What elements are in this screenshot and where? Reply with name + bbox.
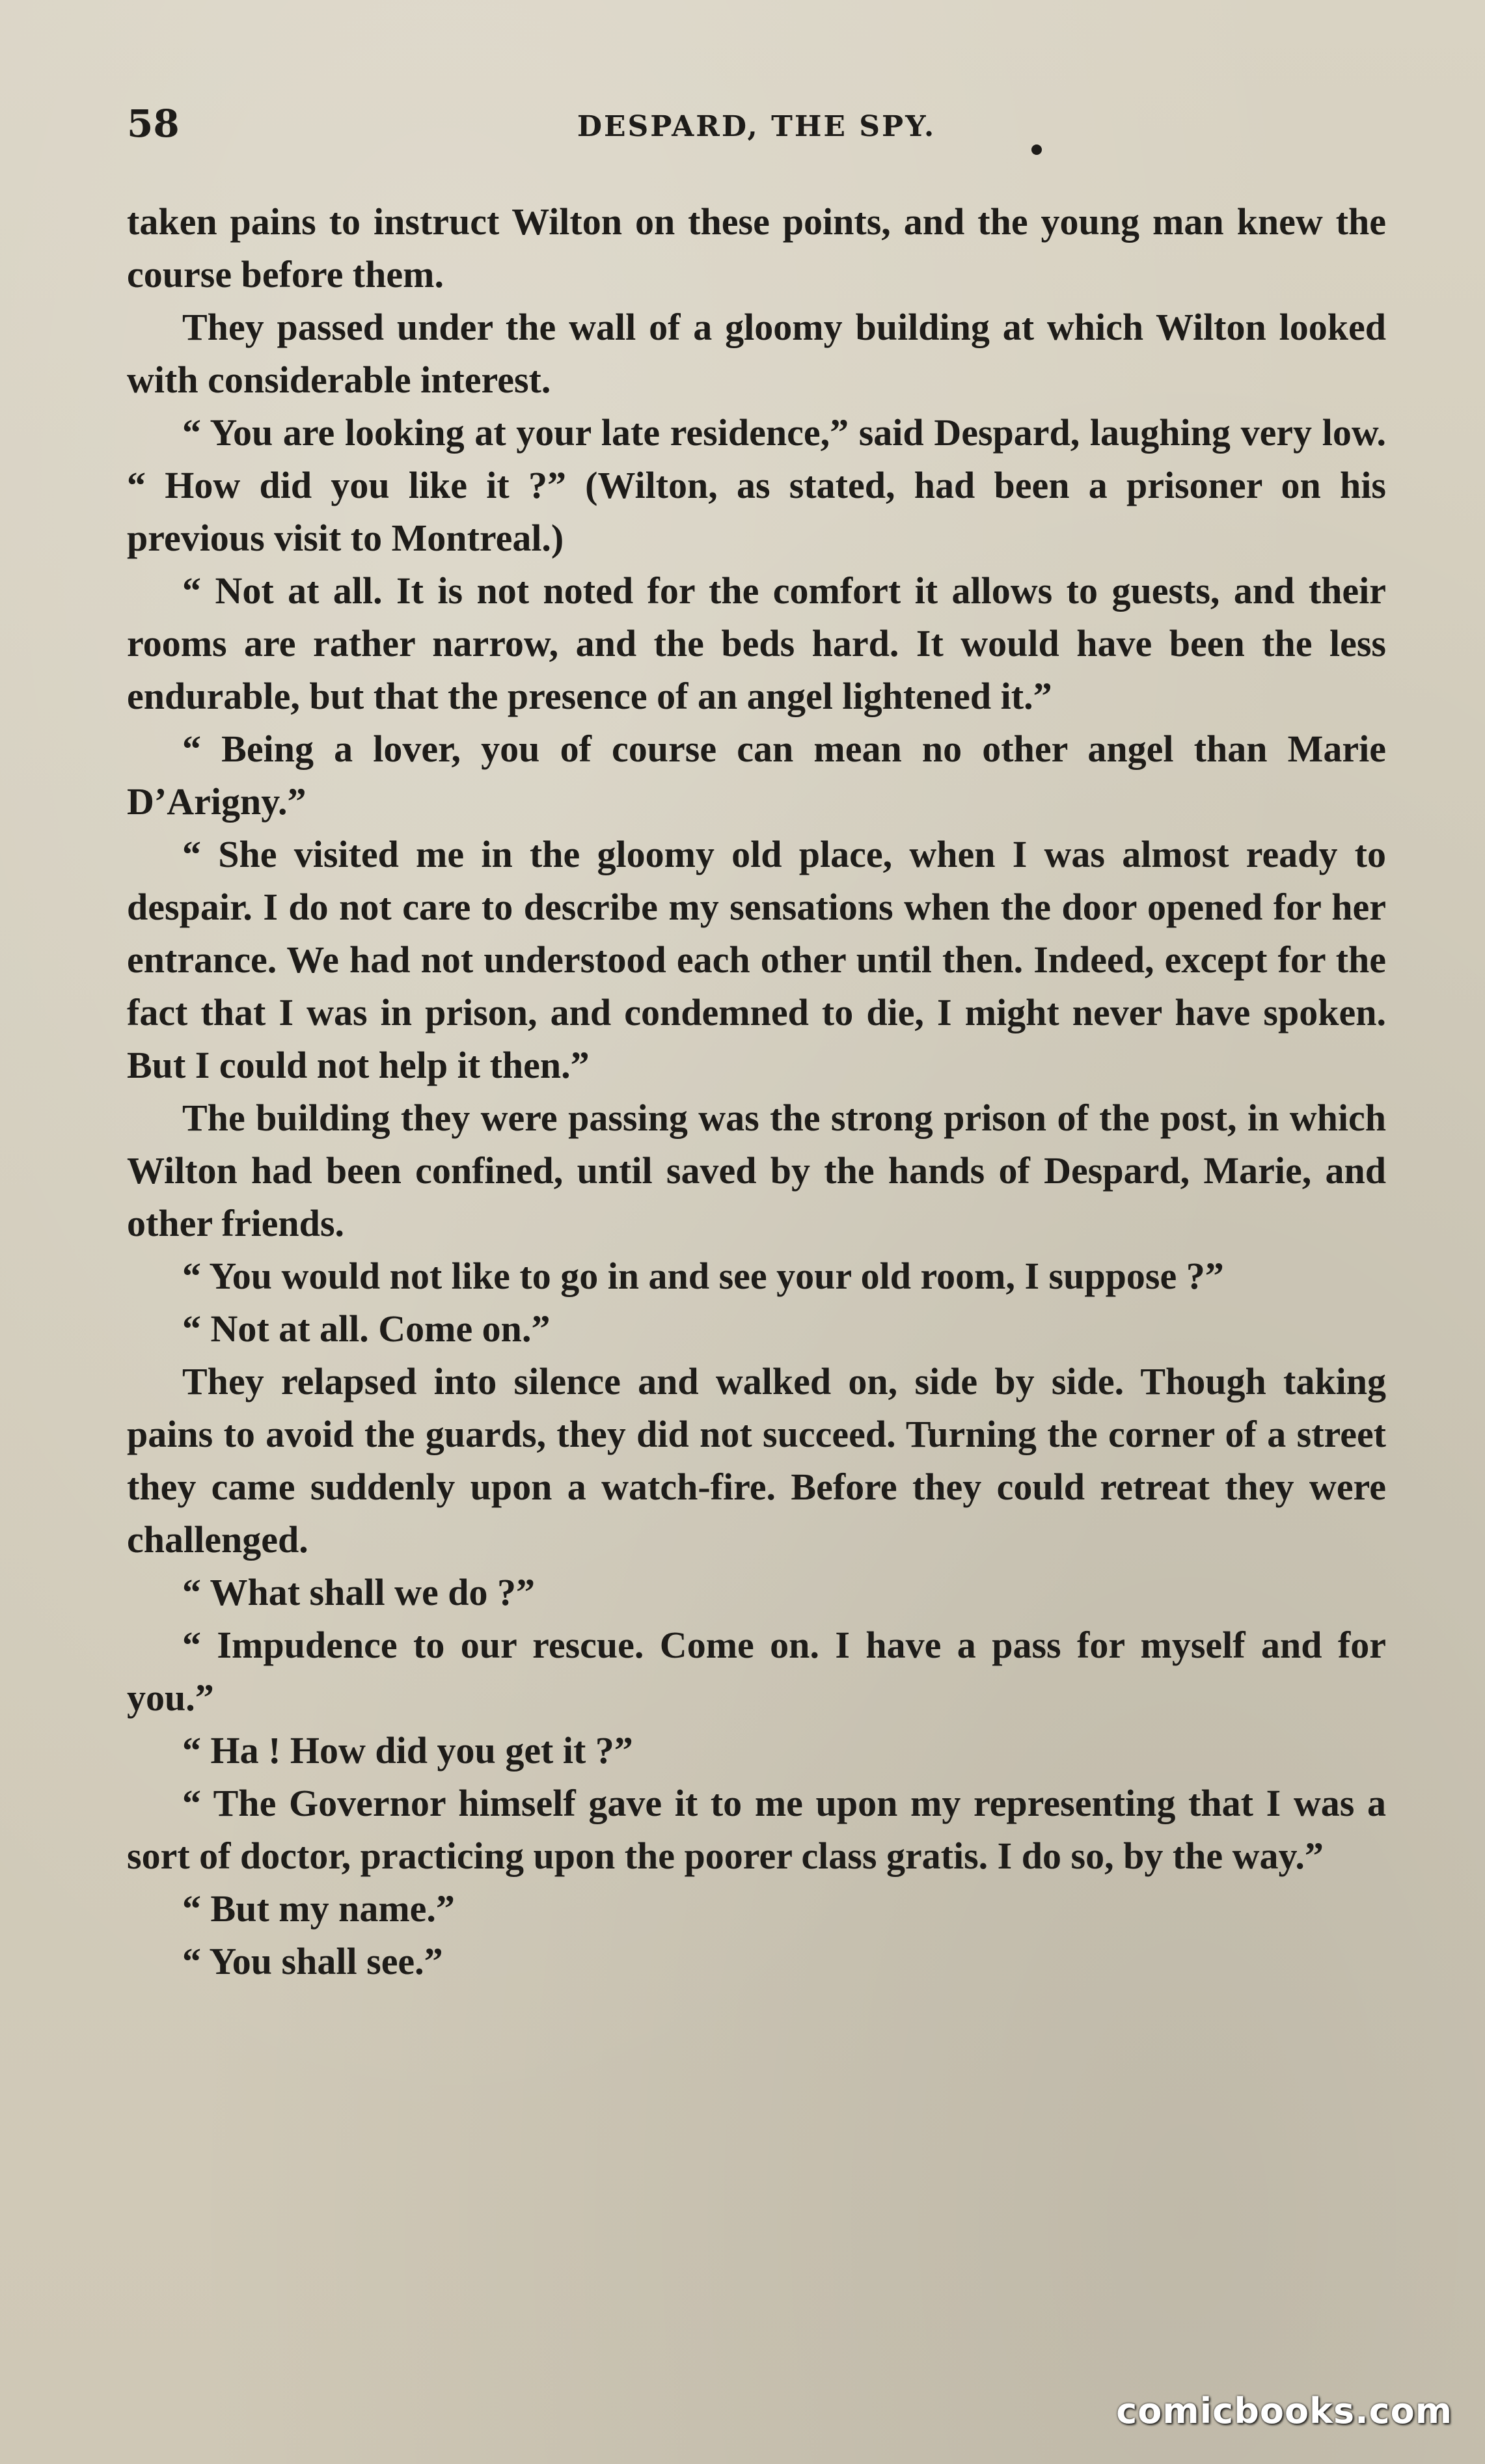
paragraph: “ Impudence to our rescue. Come on. I have a pass for myself and for you.” — [127, 1624, 1386, 1719]
paragraph: “ Not at all. It is not noted for the comfort it allows to guests, and their rooms are rather narrow, and the beds hard. It would have been the less endurable, but that the presence of an angel lightened it.” — [127, 569, 1386, 717]
paragraph: The building they were passing was the strong prison of the post, in which Wilton had been confined, until saved by the hands of Despard, Marie, and other friends. — [127, 1097, 1386, 1244]
paragraph: They passed under the wall of a gloomy building at which Wilton looked with considerable interest. — [127, 306, 1386, 401]
paragraph: “ Ha ! How did you get it ?” — [182, 1729, 633, 1772]
paragraph: They relapsed into silence and walked on, side by side. Though taking pains to avoid the guards, they did not succeed. Turning the corner of a street they came suddenly upon a watch-fire. Before they could retreat they were challenged. — [127, 1360, 1386, 1561]
paragraph: “ What shall we do ?” — [182, 1571, 535, 1613]
paragraph: “ You are looking at your late residence,” said Despard, laughing very low. “ How did you like it ?” (Wilton, as stated, had been a prisoner on his previous visit to Montreal.) — [127, 411, 1386, 559]
watermark-logo: comicbooks.com — [1116, 2390, 1452, 2431]
paragraph: “ She visited me in the gloomy old place, when I was almost ready to despair. I do not care to describe my sensations when the door opened for her entrance. We had not understood each other until then. Indeed, except for the fact that I was in prison, and condemned to die, I might never have spoken. But I could not help it then.” — [127, 833, 1386, 1086]
paragraph: “ The Governor himself gave it to me upon my representing that I was a sort of doctor, practicing upon the poorer class gratis. I do so, by the way.” — [127, 1782, 1386, 1877]
paragraph: taken pains to instruct Wilton on these points, and the young man knew the course before them. — [127, 200, 1386, 295]
paragraph: “ You would not like to go in and see your old room, I suppose ?” — [182, 1255, 1224, 1297]
ink-smudge — [1031, 144, 1042, 155]
paragraph: “ You shall see.” — [182, 1940, 443, 1982]
paragraph: “ Not at all. Come on.” — [182, 1307, 551, 1350]
paragraph: “ But my name.” — [182, 1887, 455, 1930]
body-text — [127, 195, 1386, 1988]
page-number: 58 — [127, 102, 180, 146]
page-header — [127, 98, 1386, 150]
running-title: DESPARD, THE SPY. — [577, 110, 936, 143]
paragraph: “ Being a lover, you of course can mean no other angel than Marie D’Arigny.” — [127, 728, 1386, 823]
